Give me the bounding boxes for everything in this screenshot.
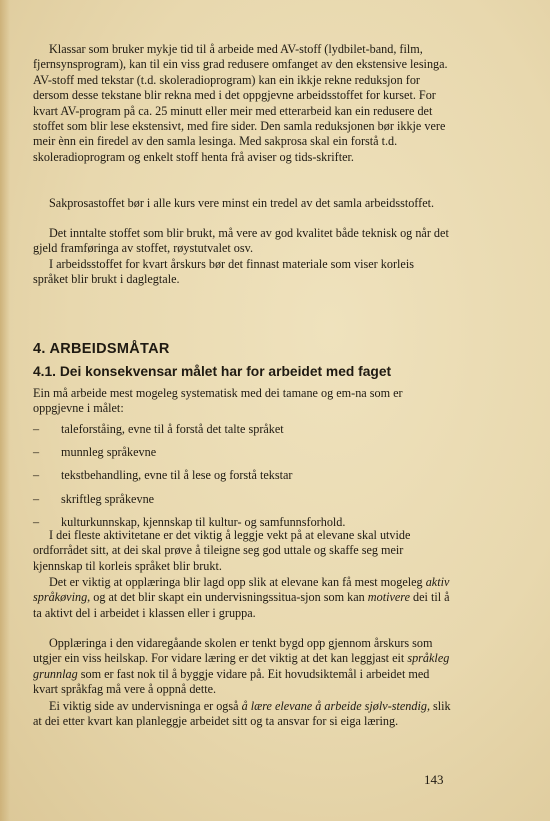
list-item-text: skriftleg språkevne — [61, 491, 155, 506]
paragraph-av-stoff: Klassar som bruker mykje tid til å arbeide med AV-stoff (lydbilet-band, film, fjernsynsprogram), kan til ein viss grad redusere omfanget av den ekstensive lesinga. AV-stoff med tekstar (t.d. skoleradioprogram) kan ein ikkje rekne reduksjon for dersom desse tekstane blir rekna med i det oppgjevne arbeidsstoffet for kurset. For kvart AV-program på ca. 25 minutt eller meir med etterarbeid kan ein redusere det stoffet som blir lese ekstensivt, med fire sider. Den samla reduksjonen bør ikkje vere meir ènn ein firedel av den samla lesinga. Med sakprosa skal ein forstå t.d. skoleradioprogram og enkelt stoff henta frå aviser og tids-skrifter. — [33, 42, 448, 164]
list-item — [33, 492, 451, 515]
emphasis-text: å lære elevane å arbeide sjølv-stendig, — [241, 699, 430, 713]
text-run: som er fast nok til å byggje vidare på. Eit hovudsiktemål i arbeidet med kvart språkfag må vere å oppnå dette. — [33, 666, 430, 697]
subsection-heading: 4.1. Dei konsekvensar målet har for arbeidet med faget — [33, 364, 392, 379]
text-run: slik at dei etter kvart kan planleggje arbeidet sitt og ta ansvar for si eiga læring. — [33, 699, 451, 729]
emphasis-text: aktiv språkøving — [33, 575, 450, 605]
list-item — [33, 468, 451, 491]
list-item-text: taleforståing, evne til å forstå det talte språket — [61, 422, 284, 436]
paragraph-daglegtale: I arbeidsstoffet for kvart årskurs bør det finnast materiale som viser korleis språket blir brukt i daglegtale. — [33, 257, 414, 287]
emphasis-text: språkleg grunnlag — [33, 651, 450, 681]
list-item-text: munnleg språkevne — [61, 445, 157, 460]
paragraph-sakprosa: Sakprosastoffet bør i alle kurs vere minst ein tredel av det samla arbeidsstoffet. — [49, 196, 435, 210]
text-run: Ei viktig side av undervisninga er også — [49, 699, 242, 713]
section-heading: 4. ARBEIDSMÅTAR — [33, 341, 170, 357]
intro-paragraph: Ein må arbeide mest mogeleg systematisk med dei tamane og em-na som er oppgjevne i målet: — [33, 386, 403, 416]
paragraph-aktiv-sprakoving — [33, 575, 451, 621]
list-item-text: tekstbehandling, evne til å lese og forstå tekstar — [61, 468, 293, 483]
paragraph-sprakleg-grunnlag — [33, 636, 451, 698]
text-run: , og at det blir skapt ein undervisningssitua-sjon som kan — [87, 590, 368, 605]
list-dash: – — [33, 445, 40, 460]
text-run: Det er viktig at opplæringa blir lagd opp slik at elevane kan få mest mogeleg — [49, 575, 426, 589]
list-item-text: kulturkunnskap, kjennskap til kultur- og samfunnsforhold. — [61, 514, 346, 529]
text-run: dei til å ta aktivt del i arbeidet i klassen eller i gruppa. — [33, 590, 450, 620]
list-dash: – — [33, 491, 40, 506]
paragraph-ordforrad: I dei fleste aktivitetane er det viktig å leggje vekt på at elevane skal utvide ordforrådet sitt, at dei skal prøve å tileigne seg god uttale og skaffe seg meir kjennskap til korleis språket blir brukt. — [33, 528, 411, 573]
list-dash: – — [33, 514, 40, 529]
skills-list — [33, 422, 451, 538]
text-run: Opplæringa i den vidaregåande skolen er tenkt bygd opp gjennom årskurs som utgjer ein viss heilskap. For vidare læring er det viktig at det kan leggjast eit — [33, 636, 433, 666]
list-dash: – — [33, 422, 40, 436]
emphasis-text: motivere — [367, 590, 410, 605]
paragraph-inntalt-stoff: Det inntalte stoffet som blir brukt, må vere av god kvalitet både teknisk og når det gjeld framføringa av stoffet, røystutvalet osv. — [33, 226, 449, 256]
list-dash: – — [33, 468, 40, 483]
page-edge-shadow — [0, 0, 10, 821]
page-number: 143 — [424, 772, 444, 787]
list-item — [33, 422, 451, 445]
list-item — [33, 445, 451, 468]
paragraph-sjolvstendig — [33, 699, 451, 730]
